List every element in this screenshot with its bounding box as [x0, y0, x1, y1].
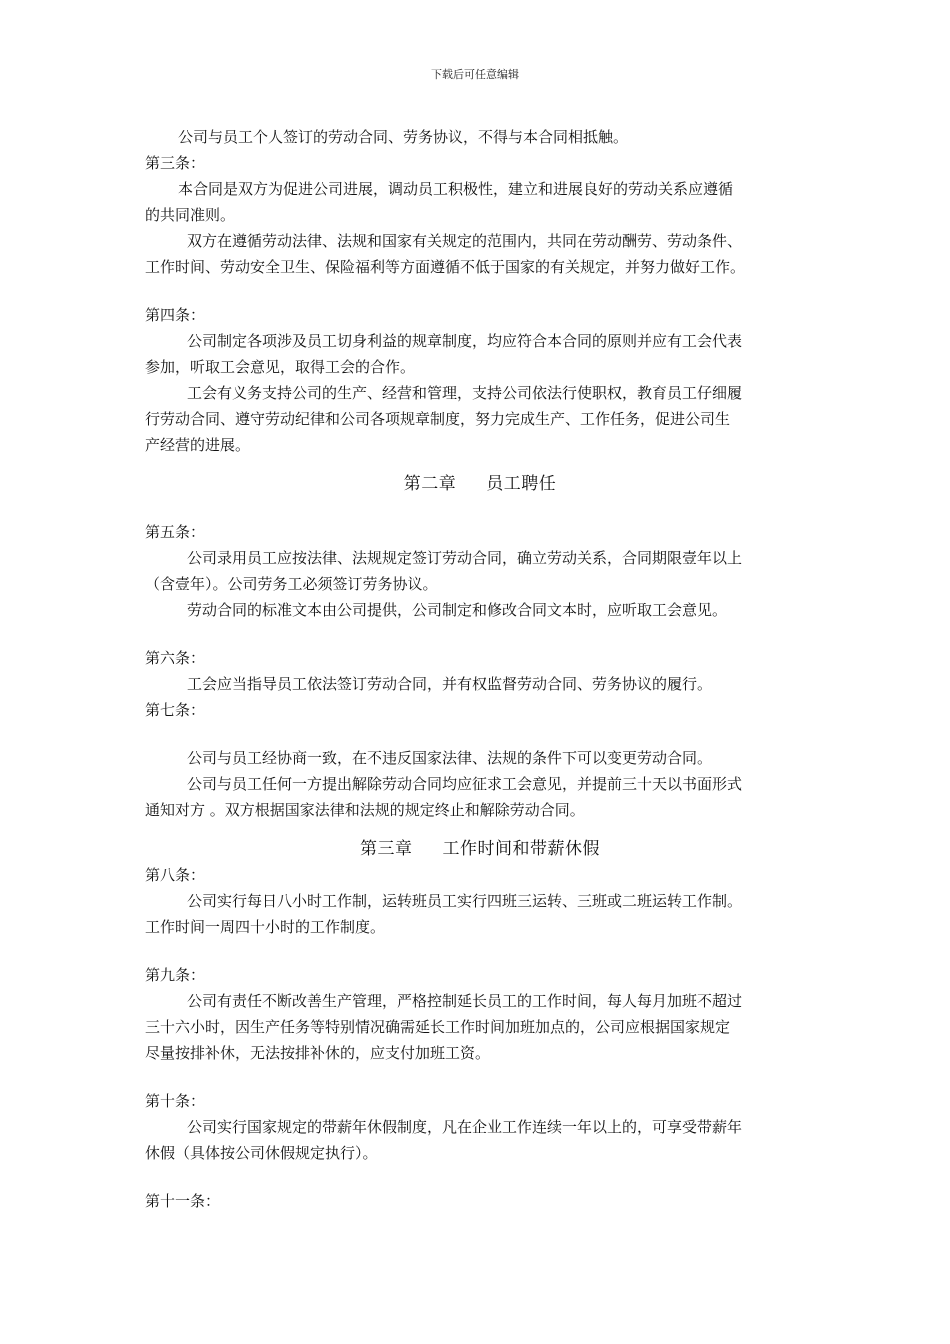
text-line: 劳动合同的标准文本由公司提供，公司制定和修改合同文本时，应听取工会意见。 — [187, 601, 728, 619]
paragraph — [145, 545, 815, 597]
text-line: 工会应当指导员工依法签订劳动合同，并有权监督劳动合同、劳务协议的履行。 — [187, 675, 713, 693]
article-heading: 第八条： — [145, 866, 206, 884]
text-line: 公司实行国家规定的带薪年休假制度，凡在企业工作连续一年以上的，可享受带薪年 — [187, 1118, 743, 1136]
text-line: 产经营的进展。 — [145, 436, 251, 454]
article-heading: 第三条： — [145, 154, 206, 172]
text-line: 尽量按排补休，无法按排补休的，应支付加班工资。 — [145, 1044, 491, 1062]
article-heading: 第九条： — [145, 966, 206, 984]
text-line: 本合同是双方为促进公司进展，调动员工积极性，建立和进展良好的劳动关系应遵循 — [178, 180, 734, 198]
article-heading: 第十一条： — [145, 1192, 221, 1210]
document-body — [145, 124, 815, 1214]
text-line: 休假（具体按公司休假规定执行）。 — [145, 1144, 378, 1162]
text-line: （含壹年）。公司劳务工必须签订劳务协议。 — [145, 575, 438, 593]
paragraph — [145, 328, 815, 380]
text-line: 双方在遵循劳动法律、法规和国家有关规定的范围内，共同在劳动酬劳、劳动条件、 — [187, 232, 743, 250]
article-heading: 第七条： — [145, 701, 206, 719]
text-line: 公司实行每日八小时工作制，运转班员工实行四班三运转、三班或二班运转工作制。 — [187, 892, 743, 910]
paragraph — [145, 124, 815, 150]
paragraph — [145, 176, 815, 228]
text-line: 公司与员工经协商一致，在不违反国家法律、法规的条件下可以变更劳动合同。 — [187, 749, 713, 767]
paragraph — [145, 380, 815, 458]
text-line: 工会有义务支持公司的生产、经营和管理，支持公司依法行使职权，教育员工仔细履 — [187, 384, 743, 402]
article-heading: 第五条： — [145, 523, 206, 541]
chapter-number: 第三章 — [360, 839, 413, 859]
paragraph — [145, 228, 815, 280]
paragraph — [145, 771, 815, 823]
text-line: 参加，听取工会意见，取得工会的合作。 — [145, 358, 416, 376]
text-line: 公司制定各项涉及员工切身利益的规章制度，均应符合本合同的原则并应有工会代表 — [187, 332, 743, 350]
text-line: 三十六小时，因生产任务等特别情况确需延长工作时间加班加点的，公司应根据国家规定 — [145, 1018, 731, 1036]
text-line: 通知对方 。双方根据国家法律和法规的规定终止和解除劳动合同。 — [145, 801, 585, 819]
chapter-title: 工作时间和带薪休假 — [442, 839, 600, 859]
text-line: 公司录用员工应按法律、法规规定签订劳动合同，确立劳动关系，合同期限壹年以上 — [187, 549, 743, 567]
paragraph — [145, 988, 815, 1066]
text-line: 行劳动合同、遵守劳动纪律和公司各项规章制度，努力完成生产、工作任务，促进公司生 — [145, 410, 731, 428]
paragraph — [145, 1114, 815, 1166]
paragraph — [145, 888, 815, 940]
chapter-heading — [145, 836, 815, 862]
article-heading: 第四条： — [145, 306, 206, 324]
article-heading: 第十条： — [145, 1092, 206, 1110]
page-header: 下载后可任意编辑 — [431, 68, 519, 81]
chapter-number: 第二章 — [403, 474, 457, 494]
text-line: 公司有责任不断改善生产管理，严格控制延长员工的工作时间，每人每月加班不超过 — [187, 992, 743, 1010]
chapter-title: 员工聘任 — [486, 474, 557, 494]
chapter-heading — [145, 471, 815, 497]
article-heading: 第六条： — [145, 649, 206, 667]
paragraph — [145, 745, 815, 771]
text-line: 公司与员工个人签订的劳动合同、劳务协议，不得与本合同相抵触。 — [178, 128, 629, 146]
text-line: 的共同准则。 — [145, 206, 236, 224]
text-line: 公司与员工任何一方提出解除劳动合同均应征求工会意见，并提前三十天以书面形式 — [187, 775, 743, 793]
paragraph — [145, 597, 815, 623]
text-line: 工作时间一周四十小时的工作制度。 — [145, 918, 386, 936]
paragraph — [145, 671, 815, 697]
text-line: 工作时间、劳动安全卫生、保险福利等方面遵循不低于国家的有关规定，并努力做好工作。 — [145, 258, 746, 276]
